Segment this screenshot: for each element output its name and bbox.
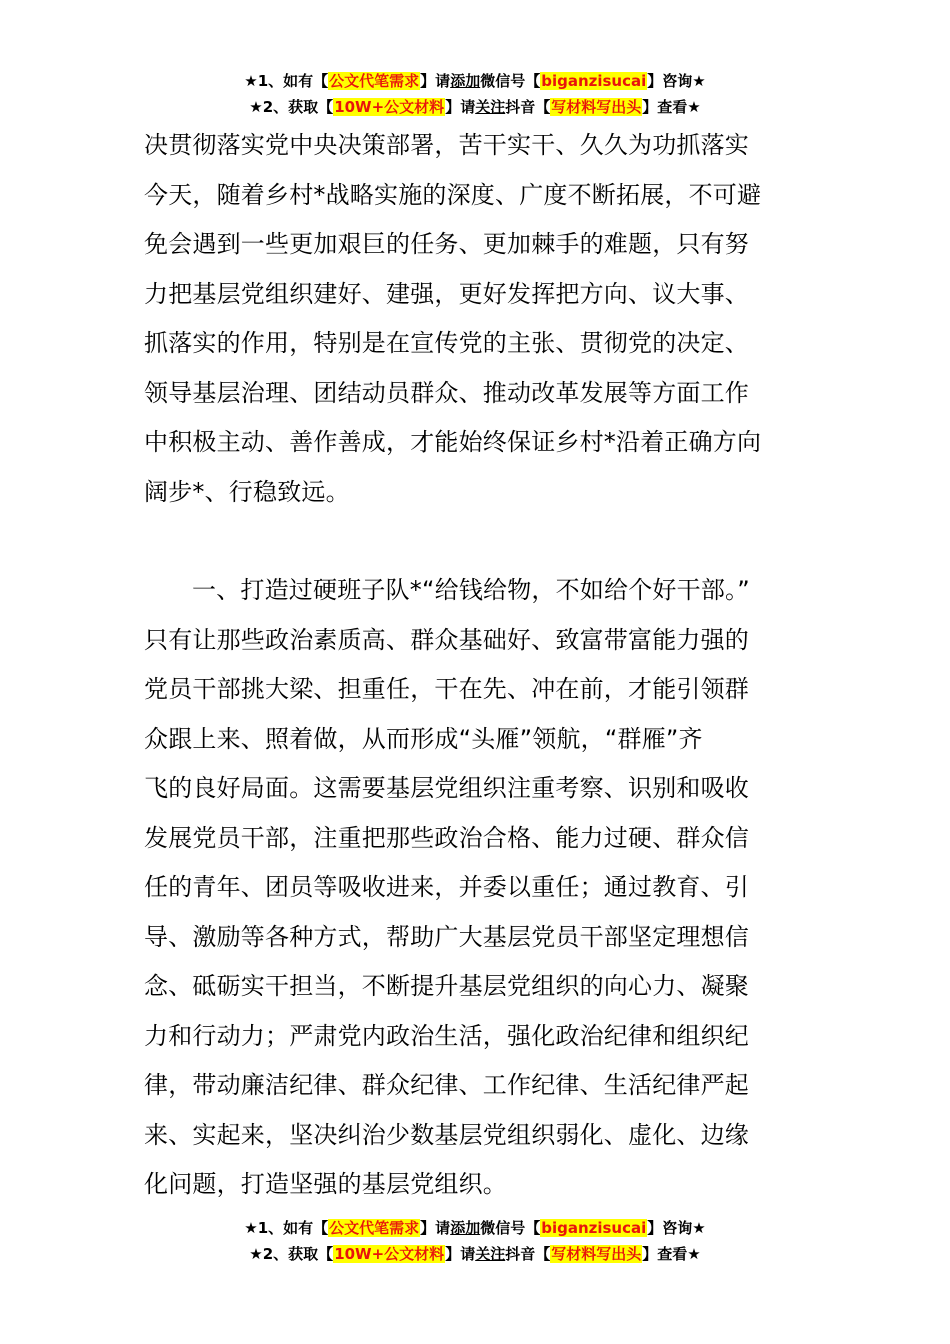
text-line: 中积极主动、善作善成，才能始终保证乡村*沿着正确方向 xyxy=(144,428,762,456)
banner-text: 抖音【 xyxy=(505,1245,551,1263)
underlined-text: 关注 xyxy=(475,1245,506,1263)
banner-text: 】咨询★ xyxy=(647,72,706,90)
highlight-materials: 10W+公文材料 xyxy=(334,1245,445,1263)
text-line: 今天，随着乡村*战略实施的深度、广度不断拓展，不可避 xyxy=(144,180,762,209)
highlight-service: 公文代笔需求 xyxy=(329,72,420,90)
banner-text: 微信号【 xyxy=(480,72,541,90)
underlined-text: 关注 xyxy=(475,98,506,116)
banner-text: ★1、如有【 xyxy=(244,72,329,90)
banner-text: 】请 xyxy=(420,1219,451,1237)
text-line: 任的青年、团员等吸收进来，并委以重任；通过教育、引 xyxy=(144,873,749,901)
text-line: 念、砥砺实干担当，不断提升基层党组织的向心力、凝聚 xyxy=(144,972,749,1000)
text-line: 力把基层党组织建好、建强，更好发挥把方向、议大事、 xyxy=(144,279,749,308)
footer-banner xyxy=(0,1215,950,1267)
banner-line-1 xyxy=(0,1215,950,1241)
highlight-douyin-account: 写材料写出头 xyxy=(551,1245,642,1263)
banner-text: 】查看★ xyxy=(642,98,701,116)
banner-text: ★2、获取【 xyxy=(249,1245,334,1263)
underlined-text: 添加 xyxy=(450,72,481,90)
banner-line-2 xyxy=(0,94,950,120)
text-line: 飞的良好局面。这需要基层党组织注重考察、识别和吸收 xyxy=(144,774,749,802)
header-banner xyxy=(0,68,950,120)
banner-text: 抖音【 xyxy=(505,98,551,116)
banner-text: 】查看★ xyxy=(642,1245,701,1263)
text-line: 党员干部挑大梁、担重任，干在先、冲在前，才能引领群 xyxy=(144,675,749,703)
section-heading-line: 一、打造过硬班子队*“给钱给物，不如给个好干部。” xyxy=(192,576,750,604)
banner-text: 】咨询★ xyxy=(647,1219,706,1237)
text-line: 阔步*、行稳致远。 xyxy=(144,477,350,506)
paragraph-1 xyxy=(144,121,808,517)
text-line: 力和行动力；严肃党内政治生活，强化政治纪律和组织纪 xyxy=(144,1021,749,1050)
banner-text: 】请 xyxy=(445,98,476,116)
banner-text: 】请 xyxy=(420,72,451,90)
text-line: 领导基层治理、团结动员群众、推动改革发展等方面工作 xyxy=(144,378,749,407)
banner-text: 】请 xyxy=(445,1245,476,1263)
banner-text: ★1、如有【 xyxy=(244,1219,329,1237)
highlight-wechat-id: biganzisucai xyxy=(541,1219,647,1237)
highlight-materials: 10W+公文材料 xyxy=(334,98,445,116)
text-line: 导、激励等各种方式，帮助广大基层党员干部坚定理想信 xyxy=(144,922,749,951)
text-line: 来、实起来，坚决纠治少数基层党组织弱化、虚化、边缘 xyxy=(144,1120,749,1149)
banner-line-2 xyxy=(0,1241,950,1267)
banner-text: 微信号【 xyxy=(480,1219,541,1237)
text-line: 发展党员干部，注重把那些政治合格、能力过硬、群众信 xyxy=(144,823,749,852)
banner-line-1 xyxy=(0,68,950,94)
banner-text: ★2、获取【 xyxy=(249,98,334,116)
underlined-text: 添加 xyxy=(450,1219,481,1237)
highlight-douyin-account: 写材料写出头 xyxy=(551,98,642,116)
text-line: 众跟上来、照着做，从而形成“头雁”领航，“群雁”齐 xyxy=(144,724,703,753)
text-line: 律，带动廉洁纪律、群众纪律、工作纪律、生活纪律严起 xyxy=(144,1071,749,1099)
text-line: 化问题，打造坚强的基层党组织。 xyxy=(144,1170,507,1198)
highlight-service: 公文代笔需求 xyxy=(329,1219,420,1237)
highlight-wechat-id: biganzisucai xyxy=(541,72,647,90)
text-line: 只有让那些政治素质高、群众基础好、致富带富能力强的 xyxy=(144,625,749,654)
text-line: 免会遇到一些更加艰巨的任务、更加棘手的难题，只有努 xyxy=(144,230,749,258)
text-line: 决贯彻落实党中央决策部署，苦干实干、久久为功抓落实 xyxy=(144,131,749,159)
paragraph-2 xyxy=(144,566,808,1210)
text-line: 抓落实的作用，特别是在宣传党的主张、贯彻党的决定、 xyxy=(144,329,749,357)
